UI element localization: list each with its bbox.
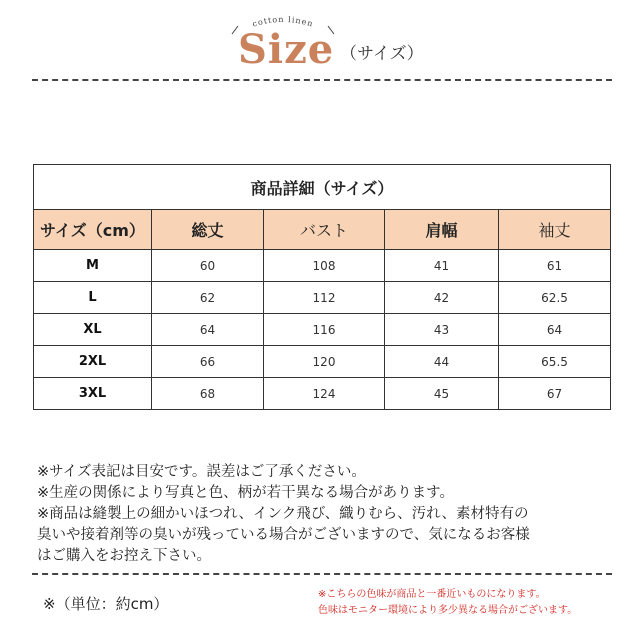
note-line: ※商品は縫製上の細かいほつれ、インク飛び、織りむら、汚れ、素材特有の	[37, 506, 529, 522]
cell-bust: 124	[264, 378, 385, 410]
column-header-sleeve: 袖丈	[499, 210, 611, 250]
cell-shoulder: 42	[385, 282, 499, 314]
cell-length: 68	[152, 378, 264, 410]
table-row	[34, 378, 611, 410]
cell-length: 62	[152, 282, 264, 314]
table-row	[34, 250, 611, 282]
color-disclaimer	[318, 587, 618, 619]
cell-size: 3XL	[34, 378, 152, 410]
cell-size: 2XL	[34, 346, 152, 378]
cell-length: 64	[152, 314, 264, 346]
cell-size: M	[34, 250, 152, 282]
table-header-row	[34, 210, 611, 250]
table-row	[34, 314, 611, 346]
cell-bust: 108	[264, 250, 385, 282]
cell-length: 66	[152, 346, 264, 378]
cell-bust: 120	[264, 346, 385, 378]
column-header-bust: バスト	[264, 210, 385, 250]
cell-size: XL	[34, 314, 152, 346]
cell-sleeve: 61	[499, 250, 611, 282]
size-table	[33, 164, 611, 410]
note-line: ※生産の関係により写真と色、柄が若干異なる場合があります。	[37, 485, 454, 501]
top-divider	[32, 79, 612, 81]
cell-sleeve: 65.5	[499, 346, 611, 378]
column-header-shoulder: 肩幅	[385, 210, 499, 250]
cell-bust: 116	[264, 314, 385, 346]
size-title: Size	[238, 26, 335, 73]
disclaimer-line: ※こちらの色味が商品と一番近いものになります。	[318, 589, 546, 600]
note-line: 臭いや接着剤等の臭いが残っている場合がございますので、気になるお客様	[37, 527, 530, 543]
disclaimer-line: 色味はモニター環境により多少異なる場合がございます。	[318, 605, 578, 616]
cell-shoulder: 45	[385, 378, 499, 410]
cell-shoulder: 44	[385, 346, 499, 378]
cell-shoulder: 41	[385, 250, 499, 282]
cell-size: L	[34, 282, 152, 314]
table-row	[34, 282, 611, 314]
size-subtitle: （サイズ）	[340, 44, 424, 64]
note-line: ※サイズ表記は目安です。誤差はご了承ください。	[37, 464, 366, 480]
table-row	[34, 346, 611, 378]
column-header-length: 総丈	[152, 210, 264, 250]
cell-sleeve: 62.5	[499, 282, 611, 314]
arc-tagline: cotton linen	[251, 14, 315, 29]
size-header	[0, 10, 640, 73]
cell-length: 60	[152, 250, 264, 282]
bottom-divider	[32, 573, 612, 575]
cell-bust: 112	[264, 282, 385, 314]
cell-sleeve: 64	[499, 314, 611, 346]
cell-shoulder: 43	[385, 314, 499, 346]
column-header-size: サイズ（cm）	[34, 210, 152, 250]
table-caption: 商品詳細（サイズ）	[34, 165, 611, 210]
note-line: はご購入をお控え下さい。	[37, 548, 211, 564]
size-notes	[37, 462, 617, 567]
unit-note: ※（単位：約cm）	[43, 595, 169, 613]
cell-sleeve: 67	[499, 378, 611, 410]
